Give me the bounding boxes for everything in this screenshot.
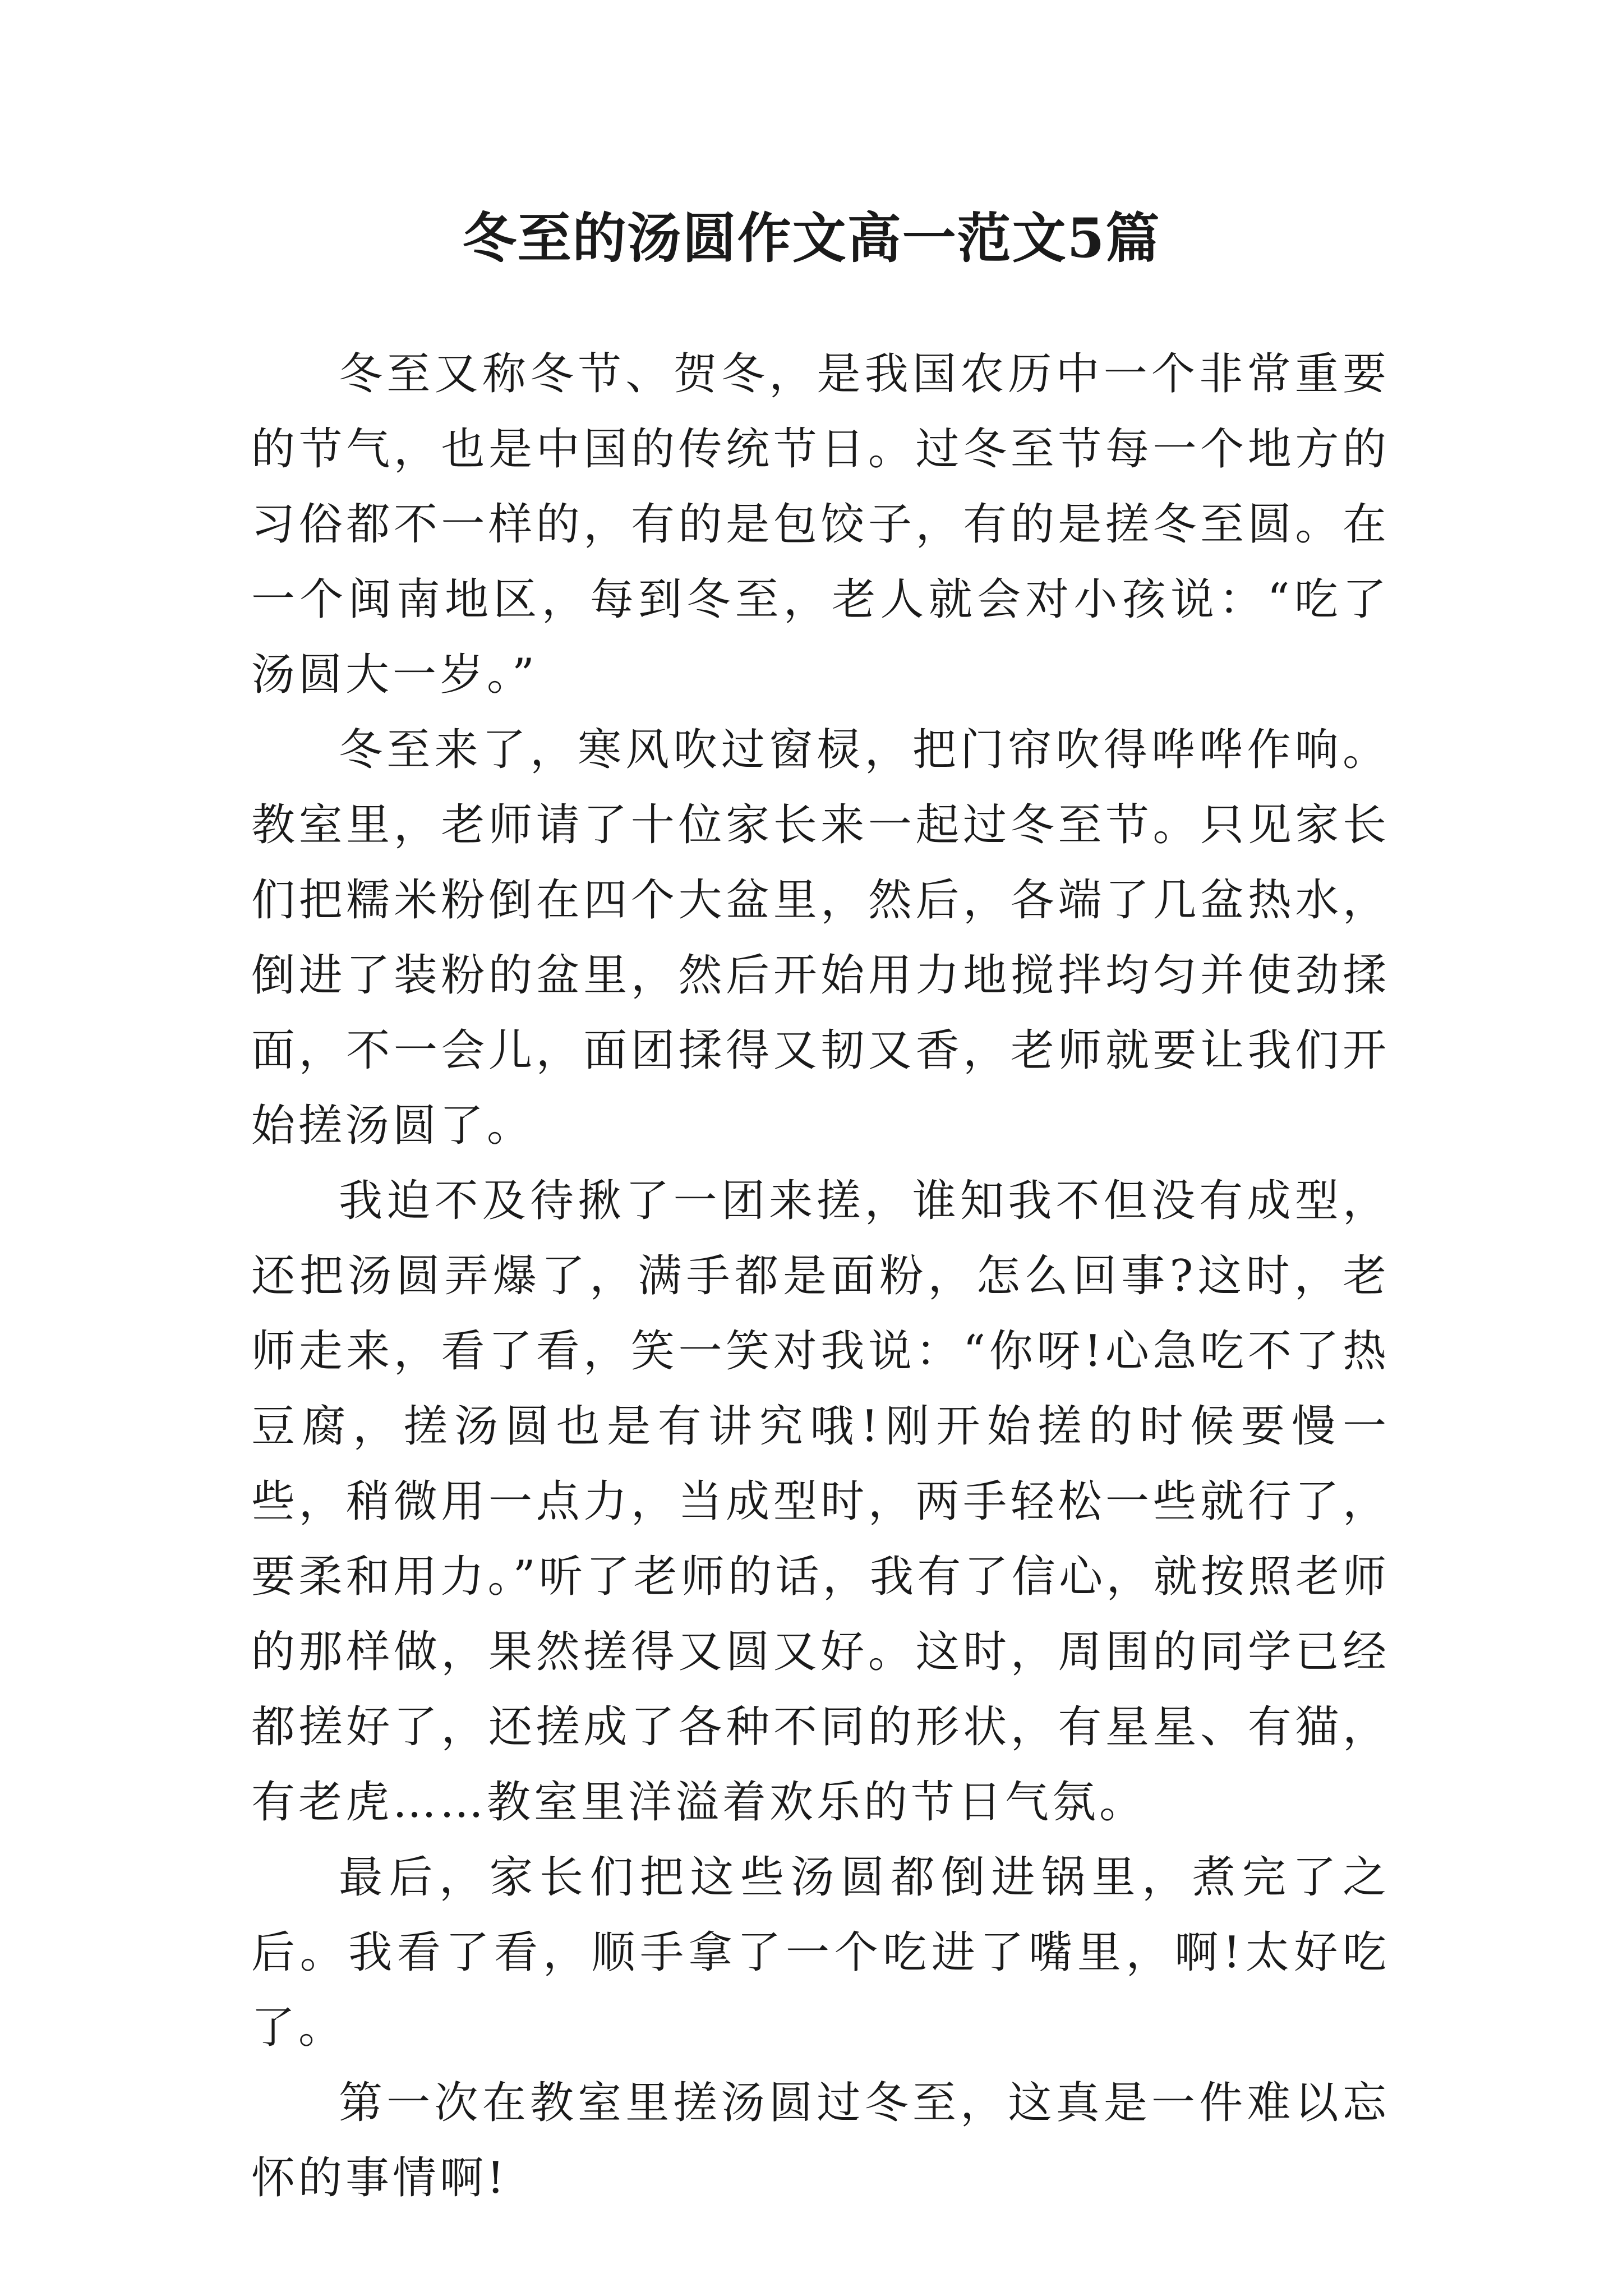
document-body [251, 337, 1390, 2216]
paragraph-5: 第一次在教室里搓汤圆过冬至，这真是一件难以忘怀的事情啊! [251, 2078, 1390, 2203]
paragraph-2: 冬至来了，寒风吹过窗棂，把门帘吹得哗哗作响。教室里，老师请了十位家长来一起过冬至节。只见家长们把糯米粉倒在四个大盆里，然后，各端了几盆热水，倒进了装粉的盆里，然后开始用力地搅拌均匀并使劲揉面，不一会儿，面团揉得又韧又香，老师就要让我们开始搓汤圆了。 [251, 725, 1390, 1151]
paragraph-3: 我迫不及待揪了一团来搓，谁知我不但没有成型，还把汤圆弄爆了，满手都是面粉，怎么回事?这时，老师走来，看了看，笑一笑对我说：“你呀!心急吃不了热豆腐，搓汤圆也是有讲究哦!刚开始搓的时候要慢一些，稍微用一点力，当成型时，两手轻松一些就行了，要柔和用力。”听了老师的话，我有了信心，就按照老师的那样做，果然搓得又圆又好。这时，周围的同学已经都搓好了，还搓成了各种不同的形状，有星星、有猫，有老虎……教室里洋溢着欢乐的节日气氛。 [251, 1176, 1390, 1828]
paragraph-1: 冬至又称冬节、贺冬，是我国农历中一个非常重要的节气，也是中国的传统节日。过冬至节每一个地方的习俗都不一样的，有的是包饺子，有的是搓冬至圆。在一个闽南地区，每到冬至，老人就会对小孩说：“吃了汤圆大一岁。” [251, 349, 1390, 700]
paragraph-4: 最后，家长们把这些汤圆都倒进锅里，煮完了之后。我看了看，顺手拿了一个吃进了嘴里，啊!太好吃了。 [251, 1852, 1390, 2053]
document-title: 冬至的汤圆作文高一范文5篇 [462, 206, 1161, 270]
